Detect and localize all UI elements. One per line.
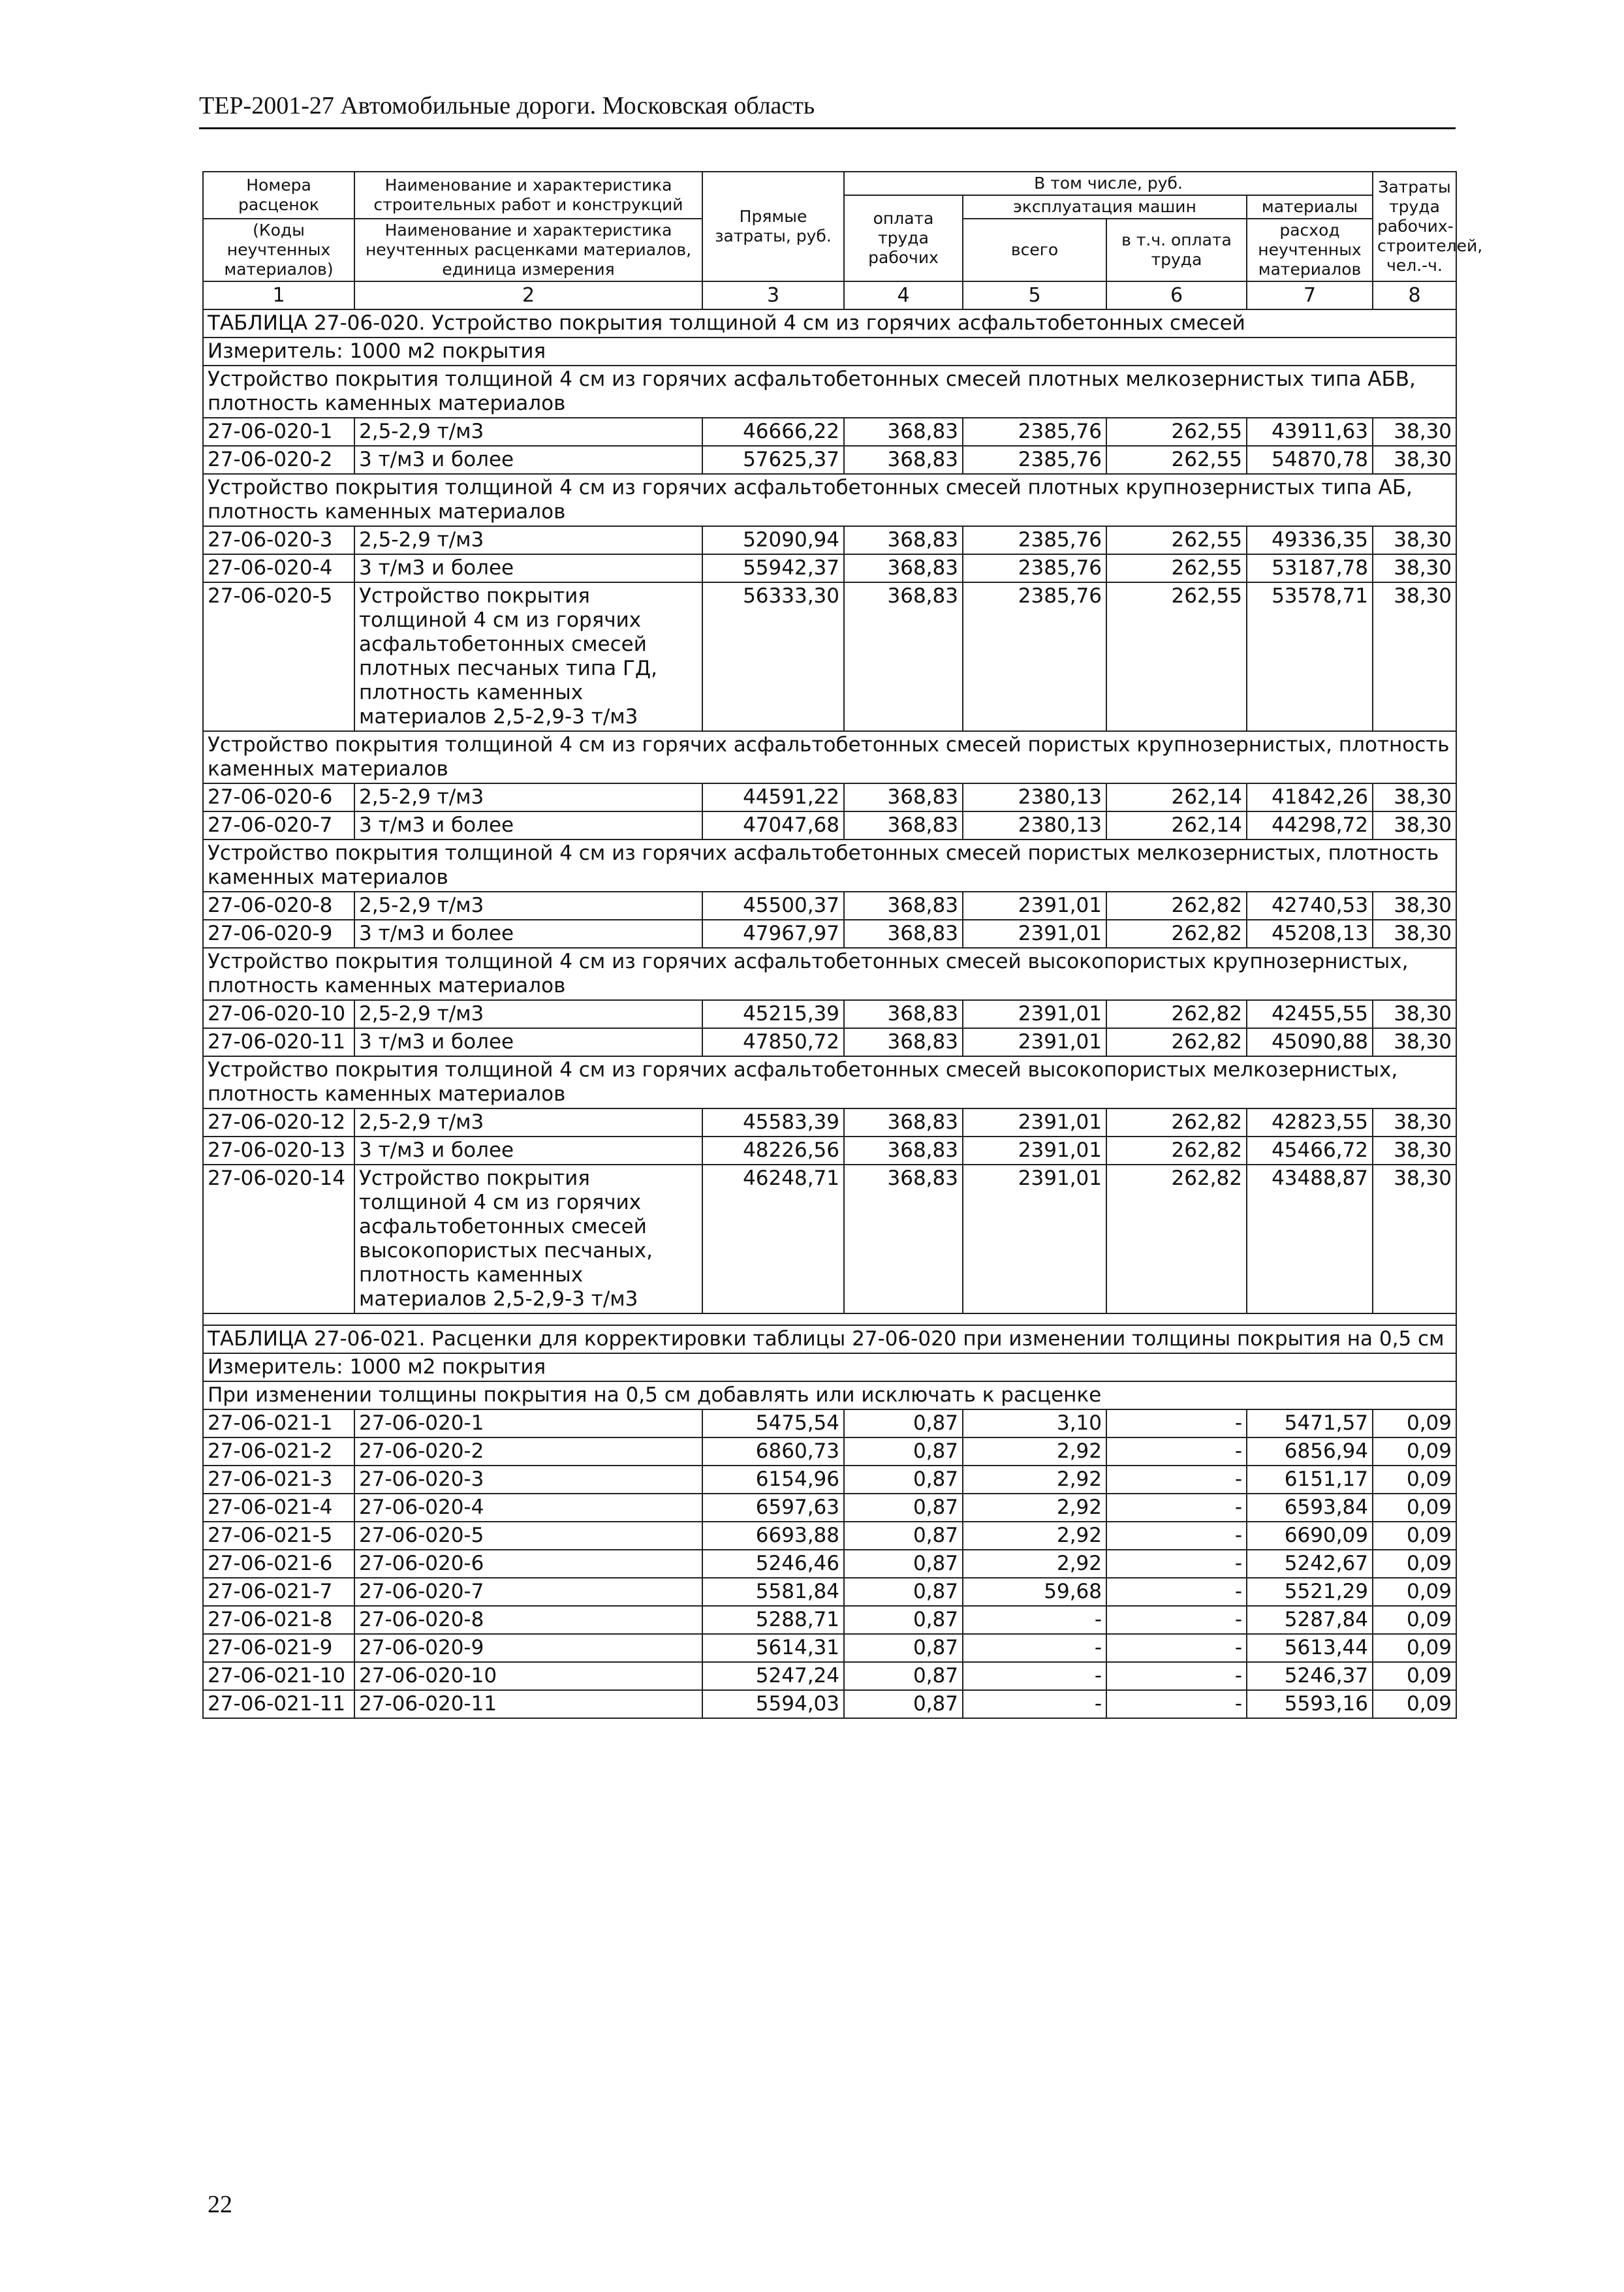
labor-pay: 0,87 (844, 1634, 963, 1662)
work-description: 3 т/м3 и более (354, 1137, 702, 1165)
group-row (203, 948, 1456, 1000)
machines-total: 2385,76 (963, 446, 1106, 474)
section-title: ТАБЛИЦА 27-06-021. Расценки для корректировки таблицы 27-06-020 при изменении толщины покрытия на 0,5 см (203, 1325, 1456, 1353)
rate-code: 27-06-020-14 (203, 1165, 354, 1313)
work-description: 2,5-2,9 т/м3 (354, 418, 702, 446)
labor-pay: 368,83 (844, 418, 963, 446)
machines-total: 59,68 (963, 1578, 1106, 1606)
table-row (203, 1000, 1456, 1028)
col-machines-total-header: всего (963, 219, 1106, 281)
labor-pay: 368,83 (844, 892, 963, 920)
machines-labor: - (1106, 1578, 1247, 1606)
column-number: 4 (844, 281, 963, 309)
table-gap-cell (203, 1313, 1456, 1325)
labor-pay: 368,83 (844, 1137, 963, 1165)
work-description: 27-06-020-3 (354, 1466, 702, 1494)
labor-pay: 368,83 (844, 554, 963, 582)
labor-hours: 0,09 (1373, 1409, 1456, 1437)
machines-labor: 262,82 (1106, 1108, 1247, 1137)
col-materials-header: материалы (1247, 195, 1373, 219)
labor-hours: 38,30 (1373, 1108, 1456, 1137)
work-description: 27-06-020-5 (354, 1522, 702, 1550)
machines-total: 2380,13 (963, 783, 1106, 811)
column-number: 1 (203, 281, 354, 309)
materials-cost: 42823,55 (1247, 1108, 1373, 1137)
meter-label: Измеритель: 1000 м2 покрытия (203, 1353, 1456, 1381)
table-body (203, 309, 1456, 1718)
group-title: Устройство покрытия толщиной 4 см из горячих асфальтобетонных смесей плотных мелкозернистых типа АБВ, плотность каменных материалов (203, 366, 1456, 418)
labor-hours: 38,30 (1373, 554, 1456, 582)
rate-code: 27-06-020-12 (203, 1108, 354, 1137)
col-labor-cost-header: Затраты труда рабочих-строителей, чел.-ч. (1373, 172, 1456, 281)
direct-cost: 5614,31 (702, 1634, 844, 1662)
meter-label: Измеритель: 1000 м2 покрытия (203, 338, 1456, 366)
materials-cost: 54870,78 (1247, 446, 1373, 474)
machines-labor: - (1106, 1437, 1247, 1466)
section-title: ТАБЛИЦА 27-06-020. Устройство покрытия толщиной 4 см из горячих асфальтобетонных смесей (203, 309, 1456, 338)
direct-cost: 55942,37 (702, 554, 844, 582)
col-codes-header: Номера расценок (203, 172, 354, 219)
group-title: Устройство покрытия толщиной 4 см из горячих асфальтобетонных смесей пористых мелкозернистых, плотность каменных материалов (203, 840, 1456, 892)
direct-cost: 6154,96 (702, 1466, 844, 1494)
rate-code: 27-06-020-9 (203, 920, 354, 948)
col-codes-subheader: (Коды неучтенных материалов) (203, 219, 354, 281)
machines-total: 2385,76 (963, 554, 1106, 582)
machines-labor: 262,82 (1106, 1137, 1247, 1165)
rate-code: 27-06-021-7 (203, 1578, 354, 1606)
meter-row (203, 1353, 1456, 1381)
table-row (203, 1578, 1456, 1606)
machines-total: 2380,13 (963, 811, 1106, 840)
table-row (203, 811, 1456, 840)
machines-total: - (963, 1606, 1106, 1634)
labor-pay: 0,87 (844, 1550, 963, 1578)
labor-hours: 38,30 (1373, 418, 1456, 446)
labor-hours: 0,09 (1373, 1550, 1456, 1578)
machines-total: 2391,01 (963, 1108, 1106, 1137)
rate-code: 27-06-020-8 (203, 892, 354, 920)
work-description: Устройство покрытия толщиной 4 см из горячих асфальтобетонных смесей плотных песчаных типа ГД, плотность каменных материалов 2,5-2,9-3 т/м3 (354, 582, 702, 731)
rate-code: 27-06-020-5 (203, 582, 354, 731)
machines-labor: 262,55 (1106, 446, 1247, 474)
labor-hours: 38,30 (1373, 783, 1456, 811)
direct-cost: 6860,73 (702, 1437, 844, 1466)
machines-labor: - (1106, 1690, 1247, 1718)
labor-hours: 38,30 (1373, 1165, 1456, 1313)
table-row (203, 892, 1456, 920)
table-row (203, 1108, 1456, 1137)
group-title: Устройство покрытия толщиной 4 см из горячих асфальтобетонных смесей плотных крупнозернистых типа АБ, плотность каменных материалов (203, 474, 1456, 526)
machines-labor: - (1106, 1662, 1247, 1690)
rate-code: 27-06-020-2 (203, 446, 354, 474)
table-row (203, 418, 1456, 446)
table-row (203, 1522, 1456, 1550)
machines-total: 2,92 (963, 1466, 1106, 1494)
machines-labor: - (1106, 1409, 1247, 1437)
materials-cost: 45466,72 (1247, 1137, 1373, 1165)
labor-hours: 38,30 (1373, 446, 1456, 474)
table-row (203, 1409, 1456, 1437)
machines-labor: 262,14 (1106, 783, 1247, 811)
table-row (203, 1662, 1456, 1690)
table-row (203, 554, 1456, 582)
table-row (203, 1466, 1456, 1494)
labor-hours: 0,09 (1373, 1634, 1456, 1662)
machines-labor: 262,55 (1106, 582, 1247, 731)
materials-cost: 43488,87 (1247, 1165, 1373, 1313)
col-machines-header: эксплуатация машин (963, 195, 1247, 219)
group-title: Устройство покрытия толщиной 4 см из горячих асфальтобетонных смесей высокопористых крупнозернистых, плотность каменных материалов (203, 948, 1456, 1000)
col-name-subheader: Наименование и характеристика неучтенных расценками материалов, единица измерения (354, 219, 702, 281)
labor-hours: 0,09 (1373, 1494, 1456, 1522)
group-title: При изменении толщины покрытия на 0,5 см добавлять или исключать к расценке (203, 1381, 1456, 1409)
machines-labor: - (1106, 1494, 1247, 1522)
table-row (203, 1690, 1456, 1718)
section-title-row (203, 309, 1456, 338)
materials-cost: 43911,63 (1247, 418, 1373, 446)
table-row (203, 446, 1456, 474)
group-row (203, 366, 1456, 418)
machines-total: 2,92 (963, 1494, 1106, 1522)
rate-code: 27-06-020-4 (203, 554, 354, 582)
rate-code: 27-06-021-3 (203, 1466, 354, 1494)
labor-pay: 368,83 (844, 582, 963, 731)
labor-pay: 368,83 (844, 446, 963, 474)
machines-total: 2385,76 (963, 526, 1106, 554)
direct-cost: 46666,22 (702, 418, 844, 446)
column-number: 7 (1247, 281, 1373, 309)
rate-code: 27-06-021-10 (203, 1662, 354, 1690)
table-row (203, 582, 1456, 731)
materials-cost: 5613,44 (1247, 1634, 1373, 1662)
rate-code: 27-06-021-8 (203, 1606, 354, 1634)
work-description: 3 т/м3 и более (354, 446, 702, 474)
col-incl-header: В том числе, руб. (844, 172, 1373, 195)
rate-code: 27-06-021-9 (203, 1634, 354, 1662)
direct-cost: 6693,88 (702, 1522, 844, 1550)
labor-hours: 0,09 (1373, 1606, 1456, 1634)
materials-cost: 45090,88 (1247, 1028, 1373, 1056)
direct-cost: 5288,71 (702, 1606, 844, 1634)
machines-labor: 262,82 (1106, 892, 1247, 920)
machines-labor: - (1106, 1606, 1247, 1634)
work-description: 2,5-2,9 т/м3 (354, 526, 702, 554)
column-number: 8 (1373, 281, 1456, 309)
materials-cost: 44298,72 (1247, 811, 1373, 840)
direct-cost: 47047,68 (702, 811, 844, 840)
labor-pay: 0,87 (844, 1409, 963, 1437)
materials-cost: 49336,35 (1247, 526, 1373, 554)
direct-cost: 5594,03 (702, 1690, 844, 1718)
work-description: 27-06-020-7 (354, 1578, 702, 1606)
labor-pay: 368,83 (844, 811, 963, 840)
rate-code: 27-06-021-1 (203, 1409, 354, 1437)
work-description: Устройство покрытия толщиной 4 см из горячих асфальтобетонных смесей высокопористых песчаных, плотность каменных материалов 2,5-2,9-3 т/м3 (354, 1165, 702, 1313)
rate-code: 27-06-021-2 (203, 1437, 354, 1466)
materials-cost: 42740,53 (1247, 892, 1373, 920)
meter-row (203, 338, 1456, 366)
work-description: 27-06-020-10 (354, 1662, 702, 1690)
column-number: 6 (1106, 281, 1247, 309)
labor-hours: 38,30 (1373, 1028, 1456, 1056)
work-description: 27-06-020-11 (354, 1690, 702, 1718)
table-row (203, 1606, 1456, 1634)
direct-cost: 47850,72 (702, 1028, 844, 1056)
labor-hours: 38,30 (1373, 811, 1456, 840)
labor-pay: 0,87 (844, 1578, 963, 1606)
machines-labor: 262,14 (1106, 811, 1247, 840)
rate-code: 27-06-020-11 (203, 1028, 354, 1056)
direct-cost: 45500,37 (702, 892, 844, 920)
group-row (203, 840, 1456, 892)
materials-cost: 5246,37 (1247, 1662, 1373, 1690)
labor-pay: 0,87 (844, 1606, 963, 1634)
direct-cost: 5581,84 (702, 1578, 844, 1606)
labor-pay: 368,83 (844, 526, 963, 554)
table-header (203, 172, 1483, 309)
materials-cost: 53187,78 (1247, 554, 1373, 582)
labor-hours: 0,09 (1373, 1662, 1456, 1690)
running-header: ТЕР-2001-27 Автомобильные дороги. Московская область (199, 92, 815, 119)
work-description: 27-06-020-8 (354, 1606, 702, 1634)
materials-cost: 6151,17 (1247, 1466, 1373, 1494)
materials-cost: 5593,16 (1247, 1690, 1373, 1718)
direct-cost: 5475,54 (702, 1409, 844, 1437)
group-title: Устройство покрытия толщиной 4 см из горячих асфальтобетонных смесей высокопористых мелкозернистых, плотность каменных материалов (203, 1056, 1456, 1108)
machines-total: - (963, 1634, 1106, 1662)
labor-pay: 0,87 (844, 1494, 963, 1522)
machines-labor: - (1106, 1466, 1247, 1494)
machines-labor: 262,82 (1106, 920, 1247, 948)
page-number: 22 (208, 2191, 232, 2218)
materials-cost: 6690,09 (1247, 1522, 1373, 1550)
materials-cost: 5521,29 (1247, 1578, 1373, 1606)
direct-cost: 45215,39 (702, 1000, 844, 1028)
machines-labor: 262,55 (1106, 418, 1247, 446)
labor-pay: 0,87 (844, 1437, 963, 1466)
labor-hours: 38,30 (1373, 582, 1456, 731)
materials-cost: 6593,84 (1247, 1494, 1373, 1522)
machines-labor: 262,82 (1106, 1000, 1247, 1028)
labor-pay: 368,83 (844, 1028, 963, 1056)
table-row (203, 1494, 1456, 1522)
work-description: 27-06-020-9 (354, 1634, 702, 1662)
machines-labor: - (1106, 1522, 1247, 1550)
materials-cost: 53578,71 (1247, 582, 1373, 731)
column-number: 2 (354, 281, 702, 309)
machines-labor: - (1106, 1634, 1247, 1662)
table-row (203, 526, 1456, 554)
table-row (203, 1165, 1456, 1313)
labor-pay: 368,83 (844, 783, 963, 811)
machines-total: 2391,01 (963, 1165, 1106, 1313)
col-name-header: Наименование и характеристика строительных работ и конструкций (354, 172, 702, 219)
machines-total: 2391,01 (963, 920, 1106, 948)
materials-cost: 5242,67 (1247, 1550, 1373, 1578)
group-row (203, 1381, 1456, 1409)
table-row (203, 1634, 1456, 1662)
work-description: 2,5-2,9 т/м3 (354, 892, 702, 920)
group-row (203, 731, 1456, 783)
work-description: 27-06-020-1 (354, 1409, 702, 1437)
rate-code: 27-06-020-7 (203, 811, 354, 840)
materials-cost: 41842,26 (1247, 783, 1373, 811)
rate-code: 27-06-021-4 (203, 1494, 354, 1522)
labor-pay: 368,83 (844, 1165, 963, 1313)
col-labor-header: оплата труда рабочих (844, 195, 963, 281)
labor-pay: 368,83 (844, 1108, 963, 1137)
rate-code: 27-06-021-11 (203, 1690, 354, 1718)
col-machines-labor-header: в т.ч. оплата труда (1106, 219, 1247, 281)
labor-hours: 38,30 (1373, 892, 1456, 920)
table-row (203, 1137, 1456, 1165)
labor-pay: 0,87 (844, 1522, 963, 1550)
table-row (203, 1437, 1456, 1466)
column-number: 5 (963, 281, 1106, 309)
direct-cost: 6597,63 (702, 1494, 844, 1522)
direct-cost: 5247,24 (702, 1662, 844, 1690)
machines-total: 2,92 (963, 1437, 1106, 1466)
direct-cost: 48226,56 (702, 1137, 844, 1165)
machines-labor: 262,82 (1106, 1028, 1247, 1056)
labor-hours: 0,09 (1373, 1578, 1456, 1606)
work-description: 2,5-2,9 т/м3 (354, 1108, 702, 1137)
table-row (203, 1550, 1456, 1578)
machines-total: 2,92 (963, 1522, 1106, 1550)
group-title: Устройство покрытия толщиной 4 см из горячих асфальтобетонных смесей пористых крупнозернистых, плотность каменных материалов (203, 731, 1456, 783)
work-description: 3 т/м3 и более (354, 1028, 702, 1056)
labor-hours: 38,30 (1373, 526, 1456, 554)
materials-cost: 5287,84 (1247, 1606, 1373, 1634)
machines-total: 2391,01 (963, 1028, 1106, 1056)
work-description: 2,5-2,9 т/м3 (354, 783, 702, 811)
materials-cost: 6856,94 (1247, 1437, 1373, 1466)
direct-cost: 56333,30 (702, 582, 844, 731)
work-description: 3 т/м3 и более (354, 920, 702, 948)
price-table (202, 171, 1483, 1719)
section-title-row (203, 1325, 1456, 1353)
labor-hours: 38,30 (1373, 920, 1456, 948)
work-description: 3 т/м3 и более (354, 811, 702, 840)
col-direct-header: Прямые затраты, руб. (702, 172, 844, 281)
col-materials-use-header: расход неучтенных материалов (1247, 219, 1373, 281)
rate-code: 27-06-021-6 (203, 1550, 354, 1578)
direct-cost: 45583,39 (702, 1108, 844, 1137)
work-description: 3 т/м3 и более (354, 554, 702, 582)
table-row (203, 920, 1456, 948)
labor-hours: 38,30 (1373, 1137, 1456, 1165)
machines-total: 2391,01 (963, 1000, 1106, 1028)
machines-labor: - (1106, 1550, 1247, 1578)
machines-total: 2391,01 (963, 892, 1106, 920)
labor-pay: 0,87 (844, 1690, 963, 1718)
machines-total: 2385,76 (963, 418, 1106, 446)
machines-labor: 262,55 (1106, 526, 1247, 554)
materials-cost: 45208,13 (1247, 920, 1373, 948)
labor-hours: 0,09 (1373, 1522, 1456, 1550)
header-rule (199, 127, 1456, 129)
column-numbers-row (203, 281, 1456, 309)
rate-code: 27-06-020-1 (203, 418, 354, 446)
group-row (203, 1056, 1456, 1108)
work-description: 2,5-2,9 т/м3 (354, 1000, 702, 1028)
direct-cost: 47967,97 (702, 920, 844, 948)
labor-pay: 0,87 (844, 1662, 963, 1690)
table-gap (203, 1313, 1456, 1325)
machines-total: - (963, 1690, 1106, 1718)
labor-hours: 38,30 (1373, 1000, 1456, 1028)
direct-cost: 46248,71 (702, 1165, 844, 1313)
machines-labor: 262,82 (1106, 1165, 1247, 1313)
direct-cost: 57625,37 (702, 446, 844, 474)
rate-code: 27-06-020-10 (203, 1000, 354, 1028)
machines-labor: 262,55 (1106, 554, 1247, 582)
direct-cost: 52090,94 (702, 526, 844, 554)
labor-hours: 0,09 (1373, 1466, 1456, 1494)
labor-pay: 368,83 (844, 920, 963, 948)
group-row (203, 474, 1456, 526)
table-row (203, 783, 1456, 811)
machines-total: 3,10 (963, 1409, 1106, 1437)
materials-cost: 5471,57 (1247, 1409, 1373, 1437)
work-description: 27-06-020-4 (354, 1494, 702, 1522)
materials-cost: 42455,55 (1247, 1000, 1373, 1028)
column-number: 3 (702, 281, 844, 309)
work-description: 27-06-020-6 (354, 1550, 702, 1578)
direct-cost: 44591,22 (702, 783, 844, 811)
labor-hours: 0,09 (1373, 1437, 1456, 1466)
rate-code: 27-06-020-13 (203, 1137, 354, 1165)
rate-code: 27-06-020-3 (203, 526, 354, 554)
machines-total: 2,92 (963, 1550, 1106, 1578)
rate-code: 27-06-021-5 (203, 1522, 354, 1550)
machines-total: - (963, 1662, 1106, 1690)
labor-pay: 368,83 (844, 1000, 963, 1028)
rate-code: 27-06-020-6 (203, 783, 354, 811)
direct-cost: 5246,46 (702, 1550, 844, 1578)
table-row (203, 1028, 1456, 1056)
labor-hours: 0,09 (1373, 1690, 1456, 1718)
machines-total: 2391,01 (963, 1137, 1106, 1165)
machines-total: 2385,76 (963, 582, 1106, 731)
labor-pay: 0,87 (844, 1466, 963, 1494)
work-description: 27-06-020-2 (354, 1437, 702, 1466)
